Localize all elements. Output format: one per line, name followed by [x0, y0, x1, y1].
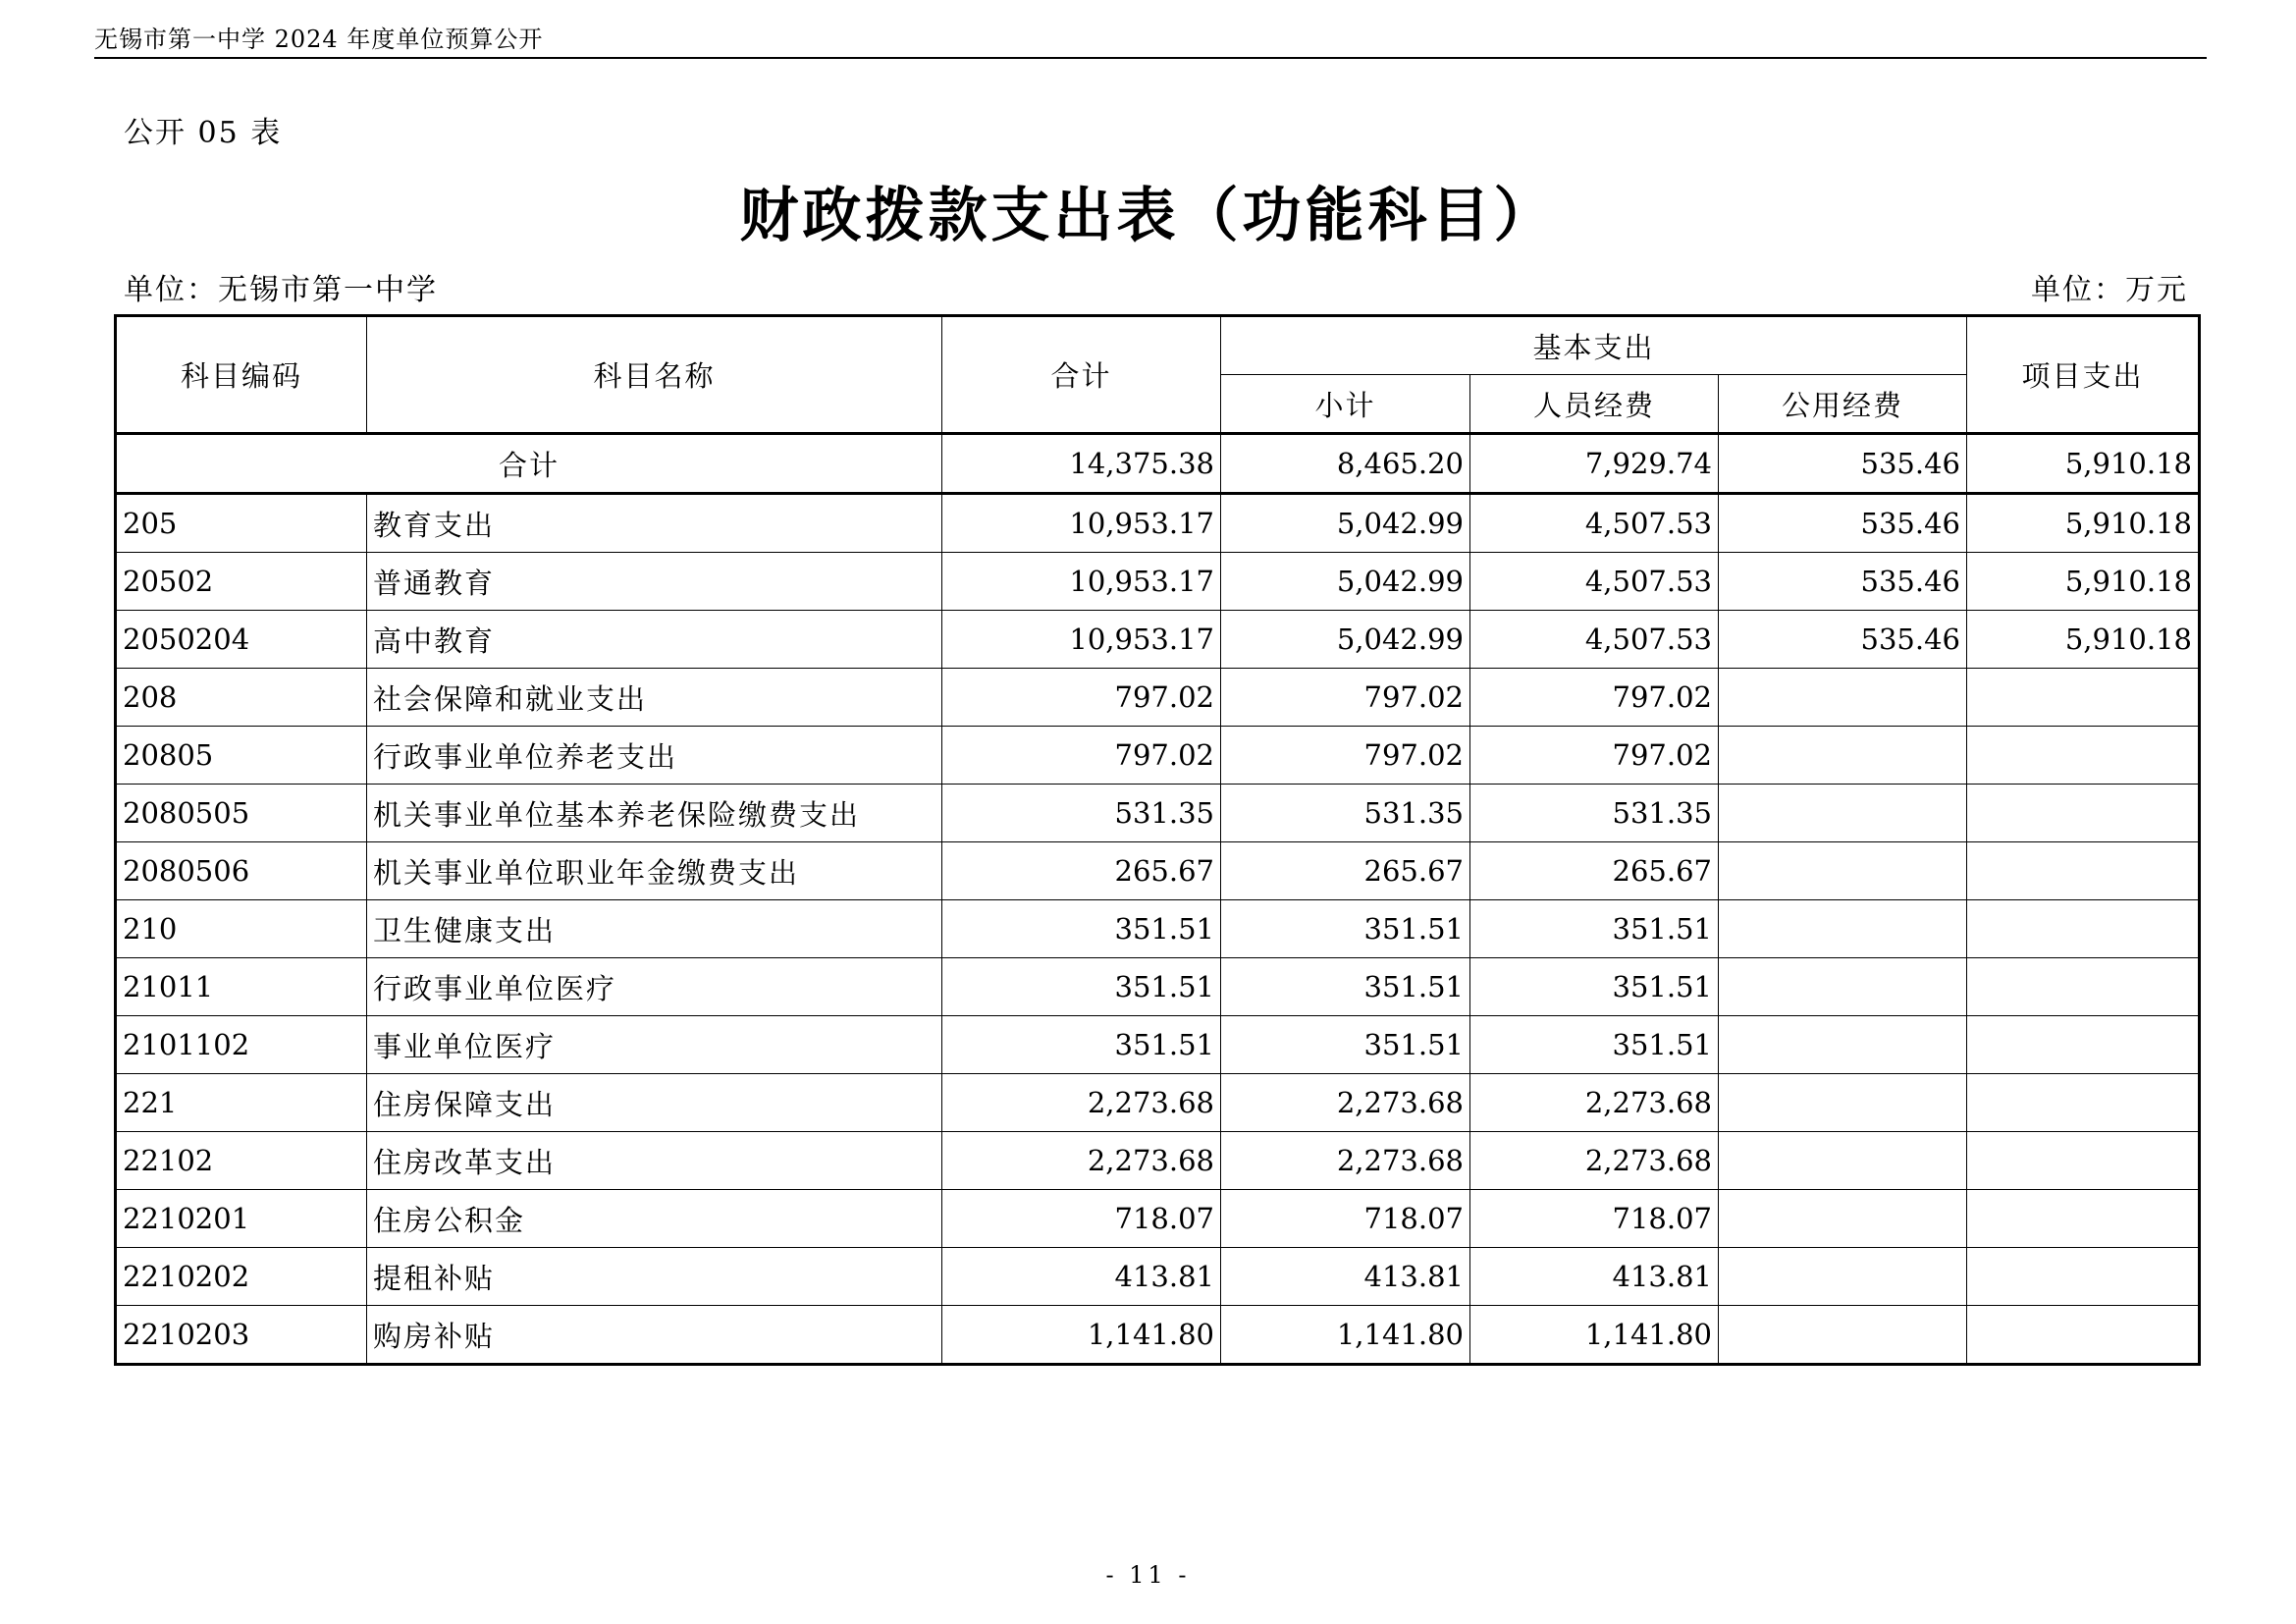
cell-total: 10,953.17 — [942, 494, 1221, 553]
cell-subtotal: 5,042.99 — [1221, 611, 1470, 669]
cell-total: 10,953.17 — [942, 553, 1221, 611]
cell-total: 797.02 — [942, 727, 1221, 785]
table-row — [116, 785, 2200, 842]
cell-personnel: 4,507.53 — [1470, 494, 1719, 553]
table-row — [116, 842, 2200, 900]
cell-public — [1719, 669, 1967, 727]
cell-total: 1,141.80 — [942, 1306, 1221, 1365]
cell-personnel: 797.02 — [1470, 727, 1719, 785]
cell-code: 2210201 — [116, 1190, 367, 1248]
cell-public — [1719, 727, 1967, 785]
table-row — [116, 900, 2200, 958]
cell-total: 2,273.68 — [942, 1074, 1221, 1132]
cell-total: 265.67 — [942, 842, 1221, 900]
cell-public: 535.46 — [1719, 494, 1967, 553]
table-row — [116, 1074, 2200, 1132]
cell-code: 20502 — [116, 553, 367, 611]
cell-code: 21011 — [116, 958, 367, 1016]
cell-total: 351.51 — [942, 958, 1221, 1016]
cell-project — [1967, 1132, 2200, 1190]
cell-personnel: 4,507.53 — [1470, 611, 1719, 669]
cell-name: 高中教育 — [367, 611, 942, 669]
cell-subtotal: 1,141.80 — [1221, 1306, 1470, 1365]
total-row — [116, 434, 2200, 494]
col-header-basic-group: 基本支出 — [1221, 316, 1967, 375]
cell-public — [1719, 958, 1967, 1016]
cell-code: 2050204 — [116, 611, 367, 669]
table-row — [116, 669, 2200, 727]
cell-public — [1719, 1074, 1967, 1132]
unit-organization: 单位：无锡市第一中学 — [124, 273, 438, 307]
cell-subtotal: 351.51 — [1221, 958, 1470, 1016]
cell-subtotal: 797.02 — [1221, 669, 1470, 727]
table-row — [116, 1190, 2200, 1248]
cell-public — [1719, 900, 1967, 958]
cell-subtotal: 5,042.99 — [1221, 494, 1470, 553]
cell-name: 行政事业单位医疗 — [367, 958, 942, 1016]
table-row — [116, 611, 2200, 669]
cell-project — [1967, 1190, 2200, 1248]
table-row — [116, 553, 2200, 611]
cell-name: 住房保障支出 — [367, 1074, 942, 1132]
cell-public: 535.46 — [1719, 611, 1967, 669]
col-header-subtotal: 小计 — [1221, 375, 1470, 434]
col-header-public: 公用经费 — [1719, 375, 1967, 434]
cell-code: 210 — [116, 900, 367, 958]
cell-personnel: 351.51 — [1470, 958, 1719, 1016]
cell-subtotal: 351.51 — [1221, 900, 1470, 958]
cell-name: 购房补贴 — [367, 1306, 942, 1365]
cell-name: 事业单位医疗 — [367, 1016, 942, 1074]
cell-subtotal: 2,273.68 — [1221, 1132, 1470, 1190]
col-header-code: 科目编码 — [116, 316, 367, 434]
cell-project — [1967, 669, 2200, 727]
running-header: 无锡市第一中学 2024 年度单位预算公开 — [94, 26, 544, 53]
table-code: 公开 05 表 — [124, 116, 283, 150]
header-rule — [94, 57, 2207, 59]
cell-code: 22102 — [116, 1132, 367, 1190]
col-header-name: 科目名称 — [367, 316, 942, 434]
cell-name: 机关事业单位职业年金缴费支出 — [367, 842, 942, 900]
cell-project — [1967, 1248, 2200, 1306]
cell-code: 2210203 — [116, 1306, 367, 1365]
cell-total: 2,273.68 — [942, 1132, 1221, 1190]
cell-personnel: 265.67 — [1470, 842, 1719, 900]
cell-public: 535.46 — [1719, 553, 1967, 611]
table-row — [116, 1306, 2200, 1365]
total-cell-subtotal: 8,465.20 — [1221, 434, 1470, 494]
cell-project — [1967, 1306, 2200, 1365]
cell-name: 行政事业单位养老支出 — [367, 727, 942, 785]
cell-name: 教育支出 — [367, 494, 942, 553]
cell-project: 5,910.18 — [1967, 494, 2200, 553]
cell-code: 205 — [116, 494, 367, 553]
col-header-personnel: 人员经费 — [1470, 375, 1719, 434]
cell-public — [1719, 1016, 1967, 1074]
cell-total: 10,953.17 — [942, 611, 1221, 669]
cell-code: 2101102 — [116, 1016, 367, 1074]
cell-subtotal: 265.67 — [1221, 842, 1470, 900]
col-header-project: 项目支出 — [1967, 316, 2200, 434]
cell-name: 社会保障和就业支出 — [367, 669, 942, 727]
table-body — [116, 434, 2200, 1365]
cell-public — [1719, 1248, 1967, 1306]
table-row — [116, 1016, 2200, 1074]
total-cell-public: 535.46 — [1719, 434, 1967, 494]
cell-subtotal: 413.81 — [1221, 1248, 1470, 1306]
cell-subtotal: 531.35 — [1221, 785, 1470, 842]
total-cell-total: 14,375.38 — [942, 434, 1221, 494]
header-row-1 — [116, 316, 2200, 375]
cell-name: 普通教育 — [367, 553, 942, 611]
cell-project — [1967, 958, 2200, 1016]
cell-name: 卫生健康支出 — [367, 900, 942, 958]
cell-name: 提租补贴 — [367, 1248, 942, 1306]
cell-total: 797.02 — [942, 669, 1221, 727]
cell-project — [1967, 1074, 2200, 1132]
cell-total: 351.51 — [942, 1016, 1221, 1074]
cell-subtotal: 351.51 — [1221, 1016, 1470, 1074]
cell-code: 2210202 — [116, 1248, 367, 1306]
cell-personnel: 797.02 — [1470, 669, 1719, 727]
cell-name: 住房公积金 — [367, 1190, 942, 1248]
table-row — [116, 958, 2200, 1016]
cell-project — [1967, 727, 2200, 785]
page-number: - 11 - — [1105, 1561, 1191, 1589]
cell-personnel: 2,273.68 — [1470, 1074, 1719, 1132]
table-row — [116, 1248, 2200, 1306]
table-row — [116, 1132, 2200, 1190]
table-row — [116, 494, 2200, 553]
cell-code: 2080506 — [116, 842, 367, 900]
cell-project: 5,910.18 — [1967, 553, 2200, 611]
cell-personnel: 351.51 — [1470, 900, 1719, 958]
cell-personnel: 531.35 — [1470, 785, 1719, 842]
cell-total: 413.81 — [942, 1248, 1221, 1306]
total-cell-project: 5,910.18 — [1967, 434, 2200, 494]
cell-project: 5,910.18 — [1967, 611, 2200, 669]
cell-project — [1967, 1016, 2200, 1074]
cell-public — [1719, 785, 1967, 842]
cell-total: 351.51 — [942, 900, 1221, 958]
cell-personnel: 1,141.80 — [1470, 1306, 1719, 1365]
unit-currency: 单位：万元 — [2031, 273, 2188, 307]
table-row — [116, 727, 2200, 785]
cell-personnel: 351.51 — [1470, 1016, 1719, 1074]
cell-personnel: 4,507.53 — [1470, 553, 1719, 611]
cell-project — [1967, 842, 2200, 900]
budget-table — [114, 314, 2201, 1366]
cell-personnel: 718.07 — [1470, 1190, 1719, 1248]
cell-personnel: 413.81 — [1470, 1248, 1719, 1306]
cell-name: 住房改革支出 — [367, 1132, 942, 1190]
cell-total: 718.07 — [942, 1190, 1221, 1248]
cell-code: 2080505 — [116, 785, 367, 842]
cell-public — [1719, 1190, 1967, 1248]
cell-name: 机关事业单位基本养老保险缴费支出 — [367, 785, 942, 842]
col-header-total: 合计 — [942, 316, 1221, 434]
page-title: 财政拨款支出表（功能科目） — [739, 182, 1557, 250]
cell-personnel: 2,273.68 — [1470, 1132, 1719, 1190]
cell-public — [1719, 1132, 1967, 1190]
cell-subtotal: 2,273.68 — [1221, 1074, 1470, 1132]
total-label: 合计 — [116, 434, 942, 494]
total-cell-personnel: 7,929.74 — [1470, 434, 1719, 494]
cell-code: 221 — [116, 1074, 367, 1132]
cell-total: 531.35 — [942, 785, 1221, 842]
cell-project — [1967, 900, 2200, 958]
cell-public — [1719, 842, 1967, 900]
cell-project — [1967, 785, 2200, 842]
cell-code: 20805 — [116, 727, 367, 785]
cell-code: 208 — [116, 669, 367, 727]
cell-public — [1719, 1306, 1967, 1365]
cell-subtotal: 718.07 — [1221, 1190, 1470, 1248]
cell-subtotal: 797.02 — [1221, 727, 1470, 785]
cell-subtotal: 5,042.99 — [1221, 553, 1470, 611]
